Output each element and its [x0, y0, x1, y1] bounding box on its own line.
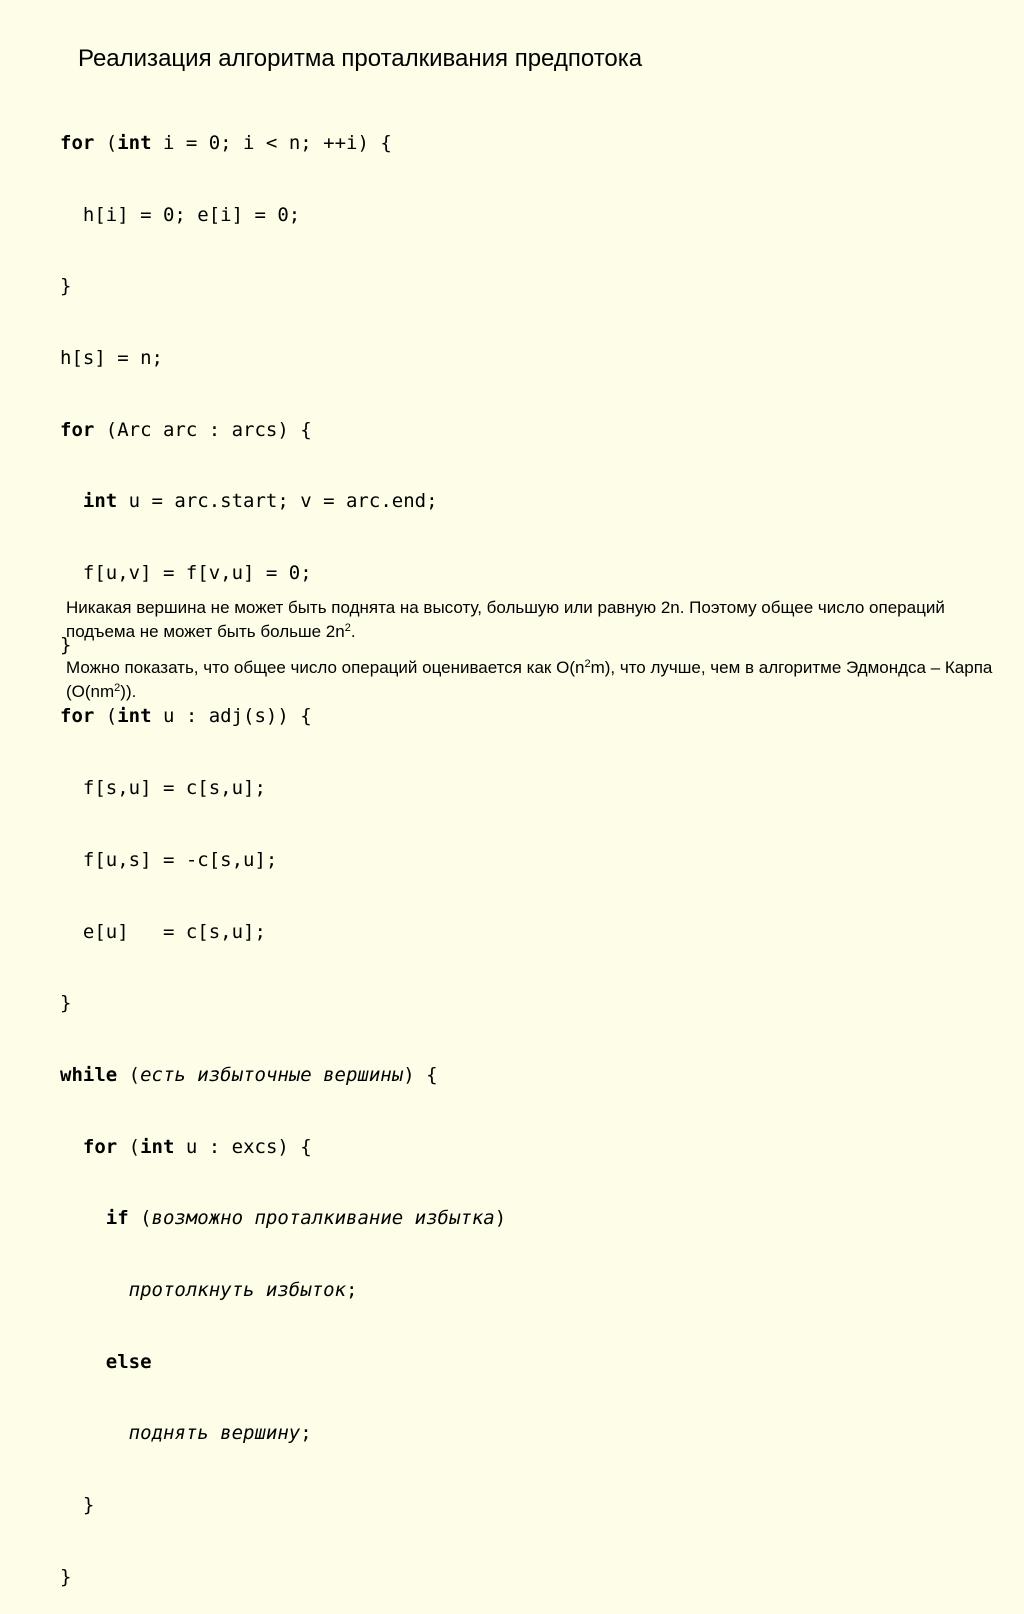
- code-text: (: [117, 1063, 141, 1086]
- paragraph-text: Можно показать, что общее число операций оценивается как O(n: [66, 658, 585, 677]
- code-pseudocode: поднять вершину: [128, 1422, 301, 1445]
- code-indent: [60, 1207, 106, 1229]
- code-text: f[u,v] = f[v,u] = 0;: [60, 562, 312, 585]
- slide-title: Реализация алгоритма проталкивания предпотока: [78, 45, 643, 72]
- code-keyword: for: [60, 418, 95, 441]
- complexity-note-1: [66, 596, 996, 644]
- code-line: [60, 1279, 506, 1303]
- code-line: [60, 132, 506, 156]
- code-indent: [60, 490, 83, 512]
- code-line: [60, 1494, 506, 1518]
- code-text: e[u] = c[s,u];: [60, 920, 266, 943]
- code-keyword: if: [105, 1207, 129, 1230]
- code-text: (Arc arc : arcs) {: [94, 418, 312, 441]
- code-line: [60, 204, 506, 228]
- code-text: ): [494, 1207, 507, 1230]
- code-text: }: [60, 1565, 72, 1588]
- code-text: u : excs) {: [174, 1135, 312, 1158]
- code-indent: [60, 1136, 83, 1158]
- superscript: 2: [344, 622, 351, 634]
- code-text: }: [60, 633, 72, 656]
- code-line: [60, 777, 506, 801]
- code-line: [60, 419, 506, 443]
- code-line: [60, 1136, 506, 1160]
- code-line: [60, 1351, 506, 1375]
- paragraph-text: Никакая вершина не может быть поднята на высоту, большую или равную 2n. Поэтому общее число операций подъема не может быть больше 2n: [66, 598, 945, 641]
- code-text: h[s] = n;: [60, 346, 163, 369]
- code-line: [60, 562, 506, 586]
- code-line: [60, 992, 506, 1016]
- code-text: u = arc.start; v = arc.end;: [117, 490, 438, 513]
- code-line: [60, 1064, 506, 1088]
- code-keyword: else: [105, 1350, 152, 1373]
- complexity-note-2: [66, 656, 996, 704]
- code-keyword: for: [60, 705, 95, 728]
- code-keyword: int: [117, 705, 152, 728]
- code-text: (: [94, 131, 118, 154]
- code-text: u : adj(s)) {: [151, 705, 312, 728]
- superscript: 2: [584, 658, 591, 670]
- code-text: h[i] = 0; e[i] = 0;: [60, 203, 301, 226]
- code-line: [60, 490, 506, 514]
- code-text: i = 0; i < n; ++i) {: [151, 131, 392, 154]
- code-text: (: [128, 1207, 152, 1230]
- code-keyword: int: [82, 490, 118, 513]
- code-text: f[s,u] = c[s,u];: [60, 777, 266, 800]
- code-text: }: [60, 992, 72, 1015]
- paragraph-text: .: [350, 622, 356, 641]
- code-line: [60, 275, 506, 299]
- code-block: [60, 84, 506, 1614]
- code-line: [60, 849, 506, 873]
- code-pseudocode: возможно проталкивание избытка: [151, 1207, 495, 1230]
- superscript: 2: [114, 682, 121, 694]
- code-text: }: [60, 275, 72, 298]
- code-line: [60, 705, 506, 729]
- code-indent: [60, 1422, 129, 1444]
- code-line: [60, 1207, 506, 1231]
- code-pseudocode: протолкнуть избыток: [128, 1279, 346, 1302]
- code-pseudocode: есть избыточные вершины: [140, 1063, 404, 1086]
- code-text: (: [94, 705, 118, 728]
- code-text: ;: [300, 1422, 312, 1445]
- code-indent: [60, 1279, 129, 1301]
- code-keyword: int: [117, 131, 152, 154]
- code-line: [60, 921, 506, 945]
- code-keyword: for: [60, 131, 95, 154]
- code-text: f[u,s] = -c[s,u];: [60, 848, 278, 871]
- code-indent: [60, 1351, 106, 1373]
- paragraph-text: )).: [120, 682, 137, 701]
- code-text: ) {: [403, 1063, 438, 1086]
- code-keyword: for: [82, 1135, 118, 1158]
- code-line: [60, 1422, 506, 1446]
- code-text: }: [60, 1494, 95, 1517]
- code-text: (: [117, 1135, 141, 1158]
- paragraph-text: m), что лучше, чем в алгоритме Эдмондса – Карпа (O(nm: [66, 658, 993, 701]
- code-line: [60, 1566, 506, 1590]
- code-keyword: int: [140, 1135, 175, 1158]
- code-line: [60, 347, 506, 371]
- code-text: ;: [345, 1279, 358, 1302]
- code-keyword: while: [60, 1063, 118, 1086]
